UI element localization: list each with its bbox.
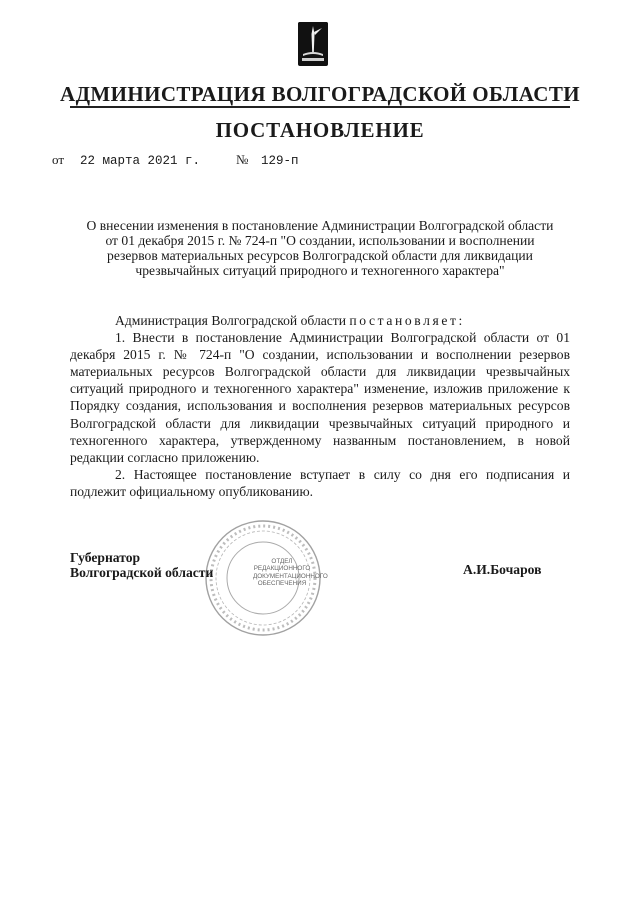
paragraph-item-2: 2. Настоящее постановление вступает в силу со дня его подписания и подлежит официальному опубликованию. (70, 466, 570, 499)
signatory-name: А.И.Бочаров (463, 562, 542, 577)
preamble-verb: постановляет: (349, 313, 465, 328)
number-sign: № (236, 152, 249, 167)
document-number: 129-п (261, 154, 299, 168)
subject-line: чрезвычайных ситуаций природного и техногенного характера" (135, 263, 505, 278)
organization-name: АДМИНИСТРАЦИЯ ВОЛГОГРАДСКОЙ ОБЛАСТИ (60, 82, 580, 106)
header-divider (70, 106, 570, 108)
stamp-inner-text: ОТДЕЛ РЕДАКЦИОННОГО ДОКУМЕНТАЦИОННОГО ОБЕСПЕЧЕНИЯ (253, 558, 328, 588)
subject-line: О внесении изменения в постановление Администрации Волгоградской области (86, 218, 554, 233)
preamble (70, 312, 570, 329)
document-date: 22 марта 2021 г. (80, 154, 201, 168)
subject-line: резервов материальных ресурсов Волгоградской области для ликвидации (107, 248, 533, 263)
document-subject (70, 218, 570, 278)
subject-line: от 01 декабря 2015 г. № 724-п "О создании, использовании и восполнении (105, 233, 535, 248)
preamble-subject: Администрация Волгоградской области (115, 313, 347, 328)
date-prefix: от (52, 152, 65, 167)
paragraph-item-1: 1. Внести в постановление Администрации Волгоградской области от 01 декабря 2015 г. № 724-п "О создании, использовании и восполнении резервов материальных ресурсов Волгоградской области для ликвидации чрезвычайных ситуаций природного и техногенного характера" изменение, изложив приложение к Порядку создания, использования и восполнения резервов материальных ресурсов Волгоградской области для ликвидации чрезвычайных ситуаций природного и техногенного характера, утвержденному названным постановлением, в новой редакции согласно приложению. (70, 330, 570, 465)
signatory-position: Губернатор Волгоградской области (70, 550, 214, 580)
document-body (70, 312, 570, 500)
coat-of-arms-icon (298, 22, 328, 66)
document-type-title: ПОСТАНОВЛЕНИЕ (215, 118, 425, 142)
